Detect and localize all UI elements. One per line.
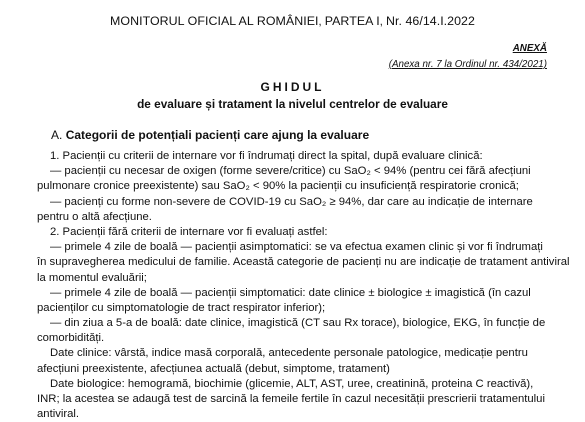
section-heading [51, 128, 369, 142]
annex-label: ANEXĂ [512, 43, 547, 54]
publication-name: MONITORUL OFICIAL AL ROMÂNIEI [110, 14, 319, 28]
body-line: pacienților cu simptomatologie de tract respirator inferior); [37, 301, 326, 314]
annex-reference: (Anexa nr. 7 la Ordinul nr. 434/2021) [388, 59, 547, 70]
section-title: Categorii de potențiali pacienți care ajung la evaluare [65, 128, 370, 142]
body-line: antiviral. [37, 408, 80, 421]
body-line: Date biologice: hemogramă, biochimie (glicemie, ALT, AST, uree, creatinină, proteina C reactivă), [50, 377, 534, 390]
body-line: în supravegherea medicului de familie. Această categorie de pacienți nu are indicație de tratament antiviral [37, 256, 570, 269]
body-line: afecțiuni preexistente, afecțiunea actuală (debut, simptome, tratament) [37, 362, 390, 375]
publication-part: PARTEA I [324, 14, 380, 28]
body-line: 1. Pacienții cu criterii de internare vor fi îndrumați direct la spital, după evaluare clinică: [50, 150, 483, 162]
body-text [37, 149, 570, 422]
document-subtitle: de evaluare și tratament la nivelul centrelor de evaluare [137, 97, 448, 111]
body-line: Date clinice: vârstă, indice masă corporală, antecedente personale patologice, medicație pentru [50, 347, 528, 360]
section-letter: A. [51, 128, 63, 142]
body-line: — primele 4 zile de boală — pacienții simptomatici: date clinice ± biologice ± imagistică (în cazul [50, 286, 531, 299]
body-line: — pacienții cu necesar de oxigen (forme severe/critice) cu SaO₂ < 94% (pentru cei fără afecțiuni [50, 165, 531, 178]
body-line: pentru o altă afecțiune. [37, 210, 152, 223]
body-line: la momentul evaluării; [37, 271, 147, 284]
body-line: — pacienți cu forme non-severe de COVID-19 cu SaO₂ ≥ 94%, dar care au indicație de internare [50, 195, 533, 208]
body-line: comorbidități. [37, 332, 105, 345]
body-line: — din ziua a 5-a de boală: date clinice, imagistică (CT sau Rx torace), biologice, EKG, în funcție de [50, 317, 546, 330]
document-title: GHIDUL [260, 80, 325, 94]
issue-number: Nr. 46/14.I.2022 [385, 14, 475, 28]
body-line: INR; la acestea se adaugă test de sarcină la femeile fertile în cazul necesității prescrierii tratamentului [37, 393, 545, 405]
body-line: pulmonare cronice preexistente) sau SaO₂ < 90% la pacienții cu insuficiență respiratorie cronică; [37, 180, 519, 193]
body-line: 2. Pacienții fără criterii de internare vor fi evaluați astfel: [50, 225, 328, 238]
body-line: — primele 4 zile de boală — pacienții asimptomatici: se va efectua examen clinic și vor fi îndrumați [50, 241, 543, 254]
page-header: MONITORUL OFICIAL AL ROMÂNIEI, PARTEA I, Nr. 46/14.I.2022 [110, 14, 475, 28]
